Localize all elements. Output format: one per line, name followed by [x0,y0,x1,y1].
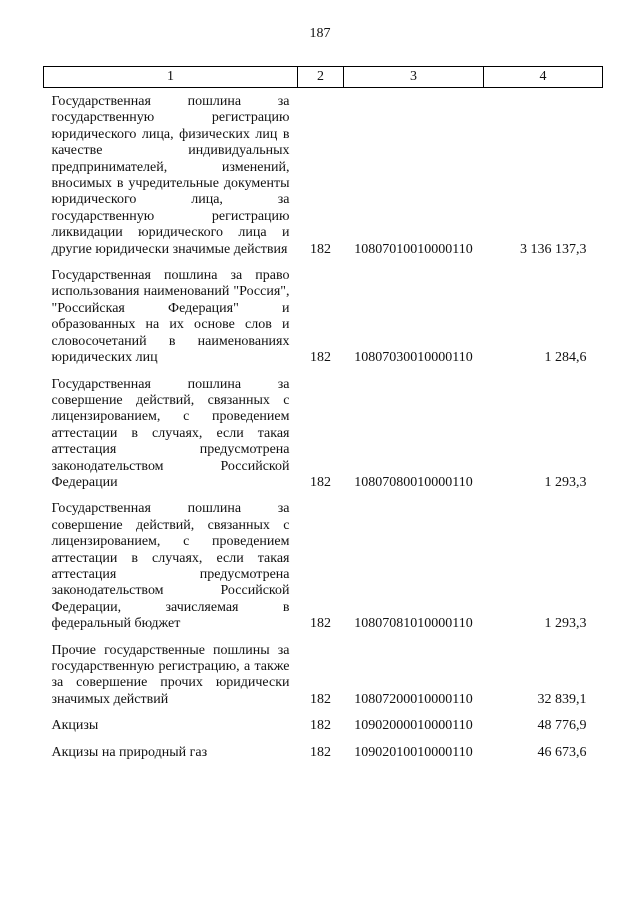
column-header-code: 3 [344,67,484,88]
table-row [44,495,603,636]
row-code: 10807010010000110 [354,241,473,257]
row-amount: 1 293,3 [544,474,587,490]
row-amount: 3 136 137,3 [520,241,587,257]
row-description: Государственная пошлина за право использования наименований "Россия", "Российская Федерация" и образованных на их основе слов и словосочетаний в наименованиях юридических лиц [51,268,290,366]
row-description: Государственная пошлина за совершение действий, связанных с лицензированием, с проведением аттестации в случаях, если такая аттестация предусмотрена законодательством Российской Федерации [51,376,290,490]
column-header-amount: 4 [484,67,603,88]
row-description: Прочие государственные пошлины за государственную регистрацию, а также за совершение прочих юридически значимых действий [51,642,290,707]
row-code: 10807081010000110 [354,616,473,632]
row-chapter: 182 [310,744,331,760]
row-code: 10807030010000110 [354,350,473,366]
row-chapter: 182 [310,241,331,257]
revenue-table [43,66,603,765]
row-amount: 32 839,1 [537,691,587,707]
row-code: 10902000010000110 [354,718,473,734]
column-header-chapter: 2 [298,67,344,88]
row-chapter: 182 [310,350,331,366]
row-code: 10807080010000110 [354,474,473,490]
row-description: Акцизы [51,718,99,734]
row-code: 10807200010000110 [354,691,473,707]
table-row [44,371,603,496]
table-header-row [44,67,603,88]
row-amount: 1 284,6 [544,350,587,366]
row-amount: 48 776,9 [537,718,587,734]
table-row [44,739,603,765]
row-description: Государственная пошлина за совершение действий, связанных с лицензированием, с проведением аттестации в случаях, если такая аттестация предусмотрена законодательством Российской Федерации, зачисляемая в федеральный бюджет [51,501,290,632]
row-chapter: 182 [310,474,331,490]
table-row [44,637,603,713]
row-description: Государственная пошлина за государственную регистрацию юридического лица, физических лиц в качестве индивидуальных предпринимателей, изменений, вносимых в учредительные документы юридического лица, за государственную регистрацию ликвидации юридического лица и другие юридически значимые действия [51,94,290,257]
row-chapter: 182 [310,616,331,632]
table-row [44,712,603,738]
column-header-description: 1 [44,67,298,88]
row-amount: 46 673,6 [537,744,587,760]
row-chapter: 182 [310,691,331,707]
table-row [44,88,603,263]
row-description: Акцизы на природный газ [51,744,208,760]
table-row [44,262,603,370]
row-code: 10902010010000110 [354,744,473,760]
row-chapter: 182 [310,718,331,734]
row-amount: 1 293,3 [544,616,587,632]
page-number: 187 [309,26,331,41]
